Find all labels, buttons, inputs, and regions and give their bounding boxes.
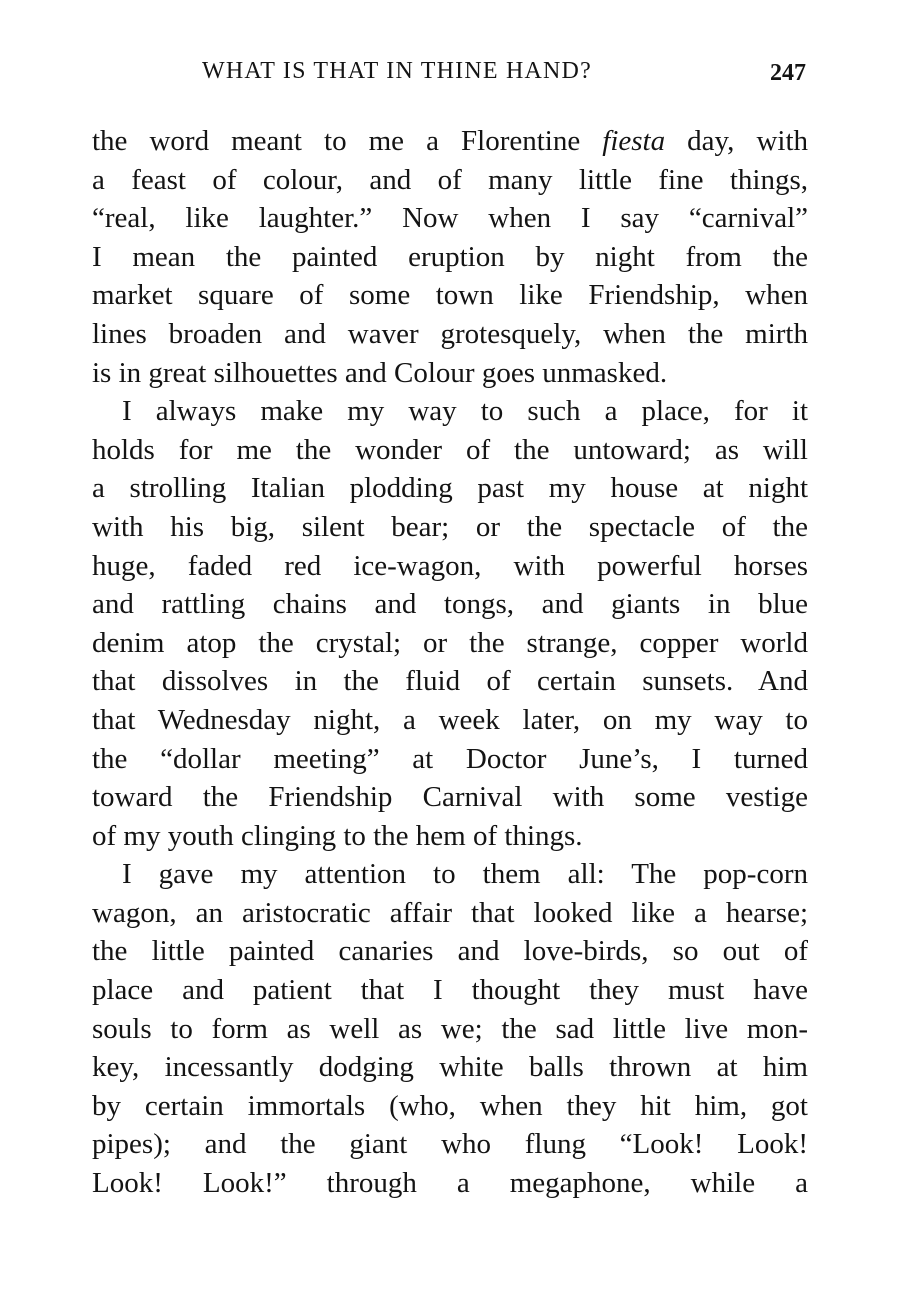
text-line: that dissolves in the fluid of certain sunsets. And: [92, 665, 808, 698]
text-line: toward the Friendship Carnival with some vestige: [92, 781, 808, 814]
text-line: and rattling chains and tongs, and giants in blue: [92, 588, 808, 621]
body-text: [92, 122, 808, 1203]
text-line: “real, like laughter.” Now when I say “carnival”: [92, 202, 808, 235]
text-line: key, incessantly dodging white balls thrown at him: [92, 1051, 808, 1084]
text-line: that Wednesday night, a week later, on my way to: [92, 703, 808, 736]
text-line: the little painted canaries and love-birds, so out of: [92, 935, 808, 968]
text-line: the word meant to me a Florentine fiesta day, with: [92, 125, 808, 157]
text-line: holds for me the wonder of the untoward; as will: [92, 433, 808, 466]
running-title: WHAT IS THAT IN THINE HAND?: [202, 58, 592, 84]
text-line: Look! Look!” through a megaphone, while a: [92, 1167, 808, 1200]
text-line: I always make my way to such a place, for it: [122, 395, 808, 428]
text-line: by certain immortals (who, when they hit him, got: [92, 1089, 808, 1122]
text-line: denim atop the crystal; or the strange, copper world: [92, 626, 808, 659]
text-line: I mean the painted eruption by night from the: [92, 240, 808, 273]
text-line: pipes); and the giant who flung “Look! Look!: [92, 1128, 808, 1161]
text-line: of my youth clinging to the hem of things.: [92, 819, 583, 852]
running-head: [92, 58, 808, 98]
italic-word: fiesta: [602, 125, 666, 157]
text-line: I gave my attention to them all: The pop-corn: [122, 858, 808, 891]
text-line: the “dollar meeting” at Doctor June’s, I turned: [92, 742, 808, 775]
text-line: a feast of colour, and of many little fine things,: [92, 163, 808, 196]
text-line: wagon, an aristocratic affair that looked like a hearse;: [92, 896, 808, 929]
text-line: lines broaden and waver grotesquely, when the mirth: [92, 317, 808, 350]
text-line: place and patient that I thought they must have: [92, 974, 808, 1007]
text-line: a strolling Italian plodding past my house at night: [92, 472, 808, 505]
text-line: with his big, silent bear; or the spectacle of the: [92, 510, 808, 543]
text-line: market square of some town like Friendship, when: [92, 279, 808, 312]
text-line: is in great silhouettes and Colour goes unmasked.: [92, 356, 668, 389]
page-number: 247: [770, 60, 806, 86]
text-line: huge, faded red ice-wagon, with powerful horses: [92, 549, 808, 582]
text-line: souls to form as well as we; the sad little live mon-: [92, 1012, 808, 1045]
